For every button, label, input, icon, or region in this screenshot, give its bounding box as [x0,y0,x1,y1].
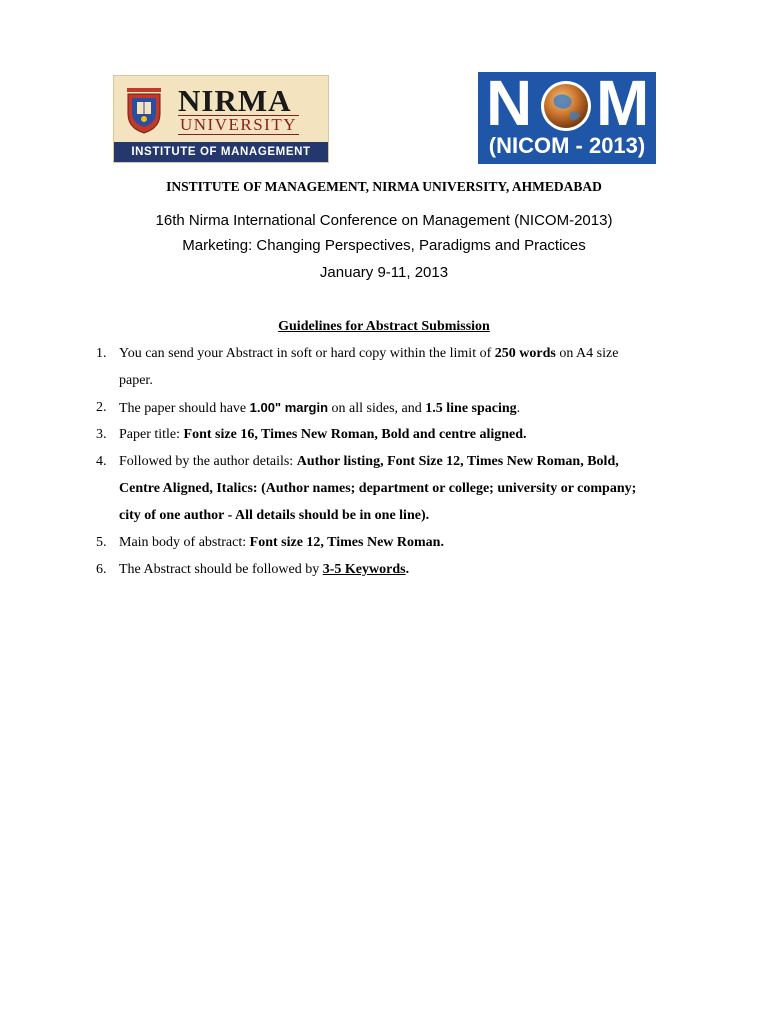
list-emphasis: Font size 12, Times New Roman. [249,535,444,550]
list-text: paper. [119,373,153,388]
nicom-year-label: (NICOM - 2013) [488,133,646,158]
list-text: The paper should have [119,401,250,416]
list-text: You can send your Abstract in soft or hard copy within the limit of [119,346,495,361]
list-text: Followed by the author details: [119,454,297,469]
nicom-logo [478,67,656,164]
list-text: . [516,401,521,416]
list-text: on all sides, and [328,401,426,416]
list-number: 5. [96,535,107,550]
list-emphasis: Author listing, Font Size 12, Times New Roman, Bold, [296,454,619,469]
guidelines-heading: Guidelines for Abstract Submission [278,319,490,334]
conference-dates: January 9-11, 2013 [319,264,449,281]
list-number: 6. [96,562,107,577]
list-text: Paper title: [119,427,184,442]
nicom-letter-m: M [596,67,650,139]
university-crest-icon [125,88,163,134]
institute-title: INSTITUTE OF MANAGEMENT, NIRMA UNIVERSITY, AHMEDABAD [166,179,602,194]
nicom-letter-n: N [486,67,533,139]
nirma-logo-strip: INSTITUTE OF MANAGEMENT [114,142,328,162]
list-emphasis: Font size 16, Times New Roman, Bold and centre aligned. [183,427,527,442]
list-emphasis: Centre Aligned, Italics: (Author names; department or college; university or company; [119,481,637,496]
nirma-university-logo [113,75,329,163]
nirma-brand-sub: UNIVERSITY [180,115,297,134]
list-number: 1. [96,346,107,361]
list-emphasis: 250 words [494,346,556,361]
conference-name: 16th Nirma International Conference on Management (NICOM-2013) [155,212,613,229]
nirma-brand-name: NIRMA [178,83,292,118]
list-text: Main body of abstract: [119,535,250,550]
list-emphasis: city of one author - All details should be in one line). [119,508,430,523]
list-number: 2. [96,400,107,415]
list-emphasis: 3-5 Keywords [322,562,406,577]
list-number: 3. [96,427,107,442]
globe-icon [540,80,592,132]
list-emphasis: 1.5 line spacing [425,401,517,416]
conference-theme: Marketing: Changing Perspectives, Paradigms and Practices [182,237,586,254]
list-number: 4. [96,454,107,469]
list-text: on A4 size [555,346,619,361]
list-text: . [405,562,410,577]
list-text: The Abstract should be followed by [119,562,323,577]
list-emphasis: 1.00" margin [249,400,329,415]
